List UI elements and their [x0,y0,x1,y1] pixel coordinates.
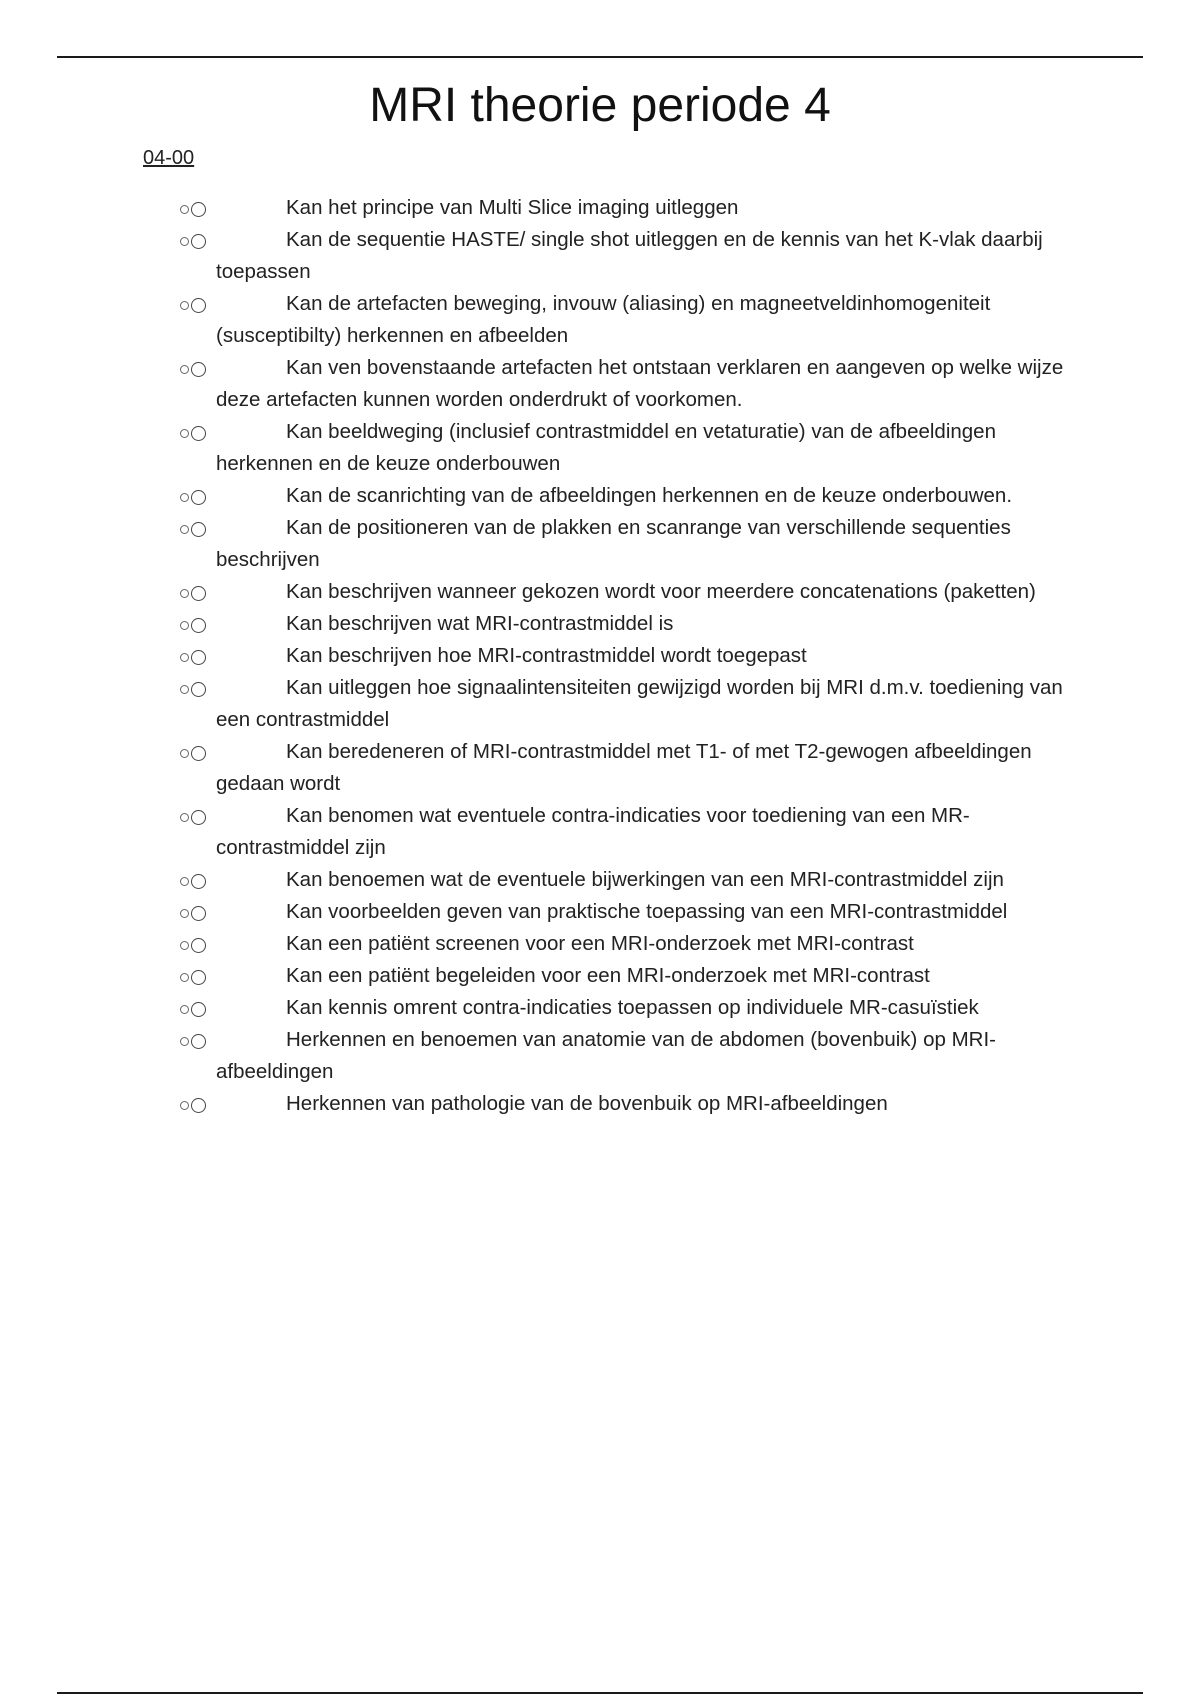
list-item-text: Kan beeldweging (inclusief contrastmiddel en vetaturatie) van de afbeeldingen herkennen en de keuze onderbouwen [216,420,996,475]
double-circle-bullet-icon [180,810,216,830]
list-item-text: Herkennen en benoemen van anatomie van de abdomen (bovenbuik) op MRI-afbeeldingen [216,1028,996,1083]
list-item [180,576,1080,608]
list-item-text: Kan kennis omrent contra-indicaties toepassen op individuele MR-casuïstiek [286,996,979,1019]
list-item [180,960,1080,992]
list-item [180,352,1080,416]
list-item [180,864,1080,896]
list-item [180,992,1080,1024]
double-circle-bullet-icon [180,362,216,382]
list-item [180,416,1080,480]
learning-goals-list [180,192,1080,1120]
list-item [180,288,1080,352]
double-circle-bullet-icon [180,906,216,926]
list-item [180,1088,1080,1120]
list-item-text: Kan uitleggen hoe signaalintensiteiten gewijzigd worden bij MRI d.m.v. toediening van een contrastmiddel [216,676,1063,731]
list-item-text: Kan een patiënt screenen voor een MRI-onderzoek met MRI-contrast [286,932,914,955]
list-item [180,640,1080,672]
double-circle-bullet-icon [180,586,216,606]
double-circle-bullet-icon [180,426,216,446]
list-item [180,896,1080,928]
top-divider [57,56,1143,58]
list-item [180,1024,1080,1088]
double-circle-bullet-icon [180,746,216,766]
list-item-text: Kan de positioneren van de plakken en scanrange van verschillende sequenties beschrijven [216,516,1011,571]
double-circle-bullet-icon [180,682,216,702]
list-item-text: Kan de scanrichting van de afbeeldingen herkennen en de keuze onderbouwen. [286,484,1013,507]
list-item [180,512,1080,576]
double-circle-bullet-icon [180,938,216,958]
double-circle-bullet-icon [180,650,216,670]
double-circle-bullet-icon [180,234,216,254]
double-circle-bullet-icon [180,202,216,222]
double-circle-bullet-icon [180,1034,216,1054]
double-circle-bullet-icon [180,490,216,510]
list-item-text: Kan ven bovenstaande artefacten het ontstaan verklaren en aangeven op welke wijze deze artefacten kunnen worden onderdrukt of voorkomen. [216,356,1064,411]
double-circle-bullet-icon [180,1098,216,1118]
double-circle-bullet-icon [180,970,216,990]
list-item [180,800,1080,864]
double-circle-bullet-icon [180,298,216,318]
list-item-text: Kan beschrijven wanneer gekozen wordt voor meerdere concatenations (paketten) [286,580,1036,603]
section-code: 04-00 [143,147,195,169]
double-circle-bullet-icon [180,522,216,542]
list-item [180,480,1080,512]
list-item-text: Herkennen van pathologie van de bovenbuik op MRI-afbeeldingen [286,1092,888,1115]
list-item-text: Kan beredeneren of MRI-contrastmiddel met T1- of met T2-gewogen afbeeldingen gedaan wordt [216,740,1032,795]
list-item-text: Kan benomen wat eventuele contra-indicaties voor toediening van een MR-contrastmiddel zijn [216,804,970,859]
double-circle-bullet-icon [180,1002,216,1022]
list-item [180,736,1080,800]
list-item-text: Kan beschrijven hoe MRI-contrastmiddel wordt toegepast [286,644,807,667]
list-item-text: Kan de artefacten beweging, invouw (aliasing) en magneetveldinhomogeniteit (susceptibilty) herkennen en afbeelden [216,292,991,347]
page-title: MRI theorie periode 4 [369,79,831,132]
list-item [180,608,1080,640]
list-item [180,224,1080,288]
double-circle-bullet-icon [180,874,216,894]
list-item [180,192,1080,224]
list-item-text: Kan benoemen wat de eventuele bijwerkingen van een MRI-contrastmiddel zijn [286,868,1004,891]
list-item [180,672,1080,736]
list-item [180,928,1080,960]
list-item-text: Kan een patiënt begeleiden voor een MRI-onderzoek met MRI-contrast [286,964,930,987]
list-item-text: Kan beschrijven wat MRI-contrastmiddel is [286,612,674,635]
double-circle-bullet-icon [180,618,216,638]
list-item-text: Kan de sequentie HASTE/ single shot uitleggen en de kennis van het K-vlak daarbij toepassen [216,228,1043,283]
list-item-text: Kan voorbeelden geven van praktische toepassing van een MRI-contrastmiddel [286,900,1008,923]
list-item-text: Kan het principe van Multi Slice imaging uitleggen [286,196,739,219]
bottom-divider [57,1692,1143,1694]
